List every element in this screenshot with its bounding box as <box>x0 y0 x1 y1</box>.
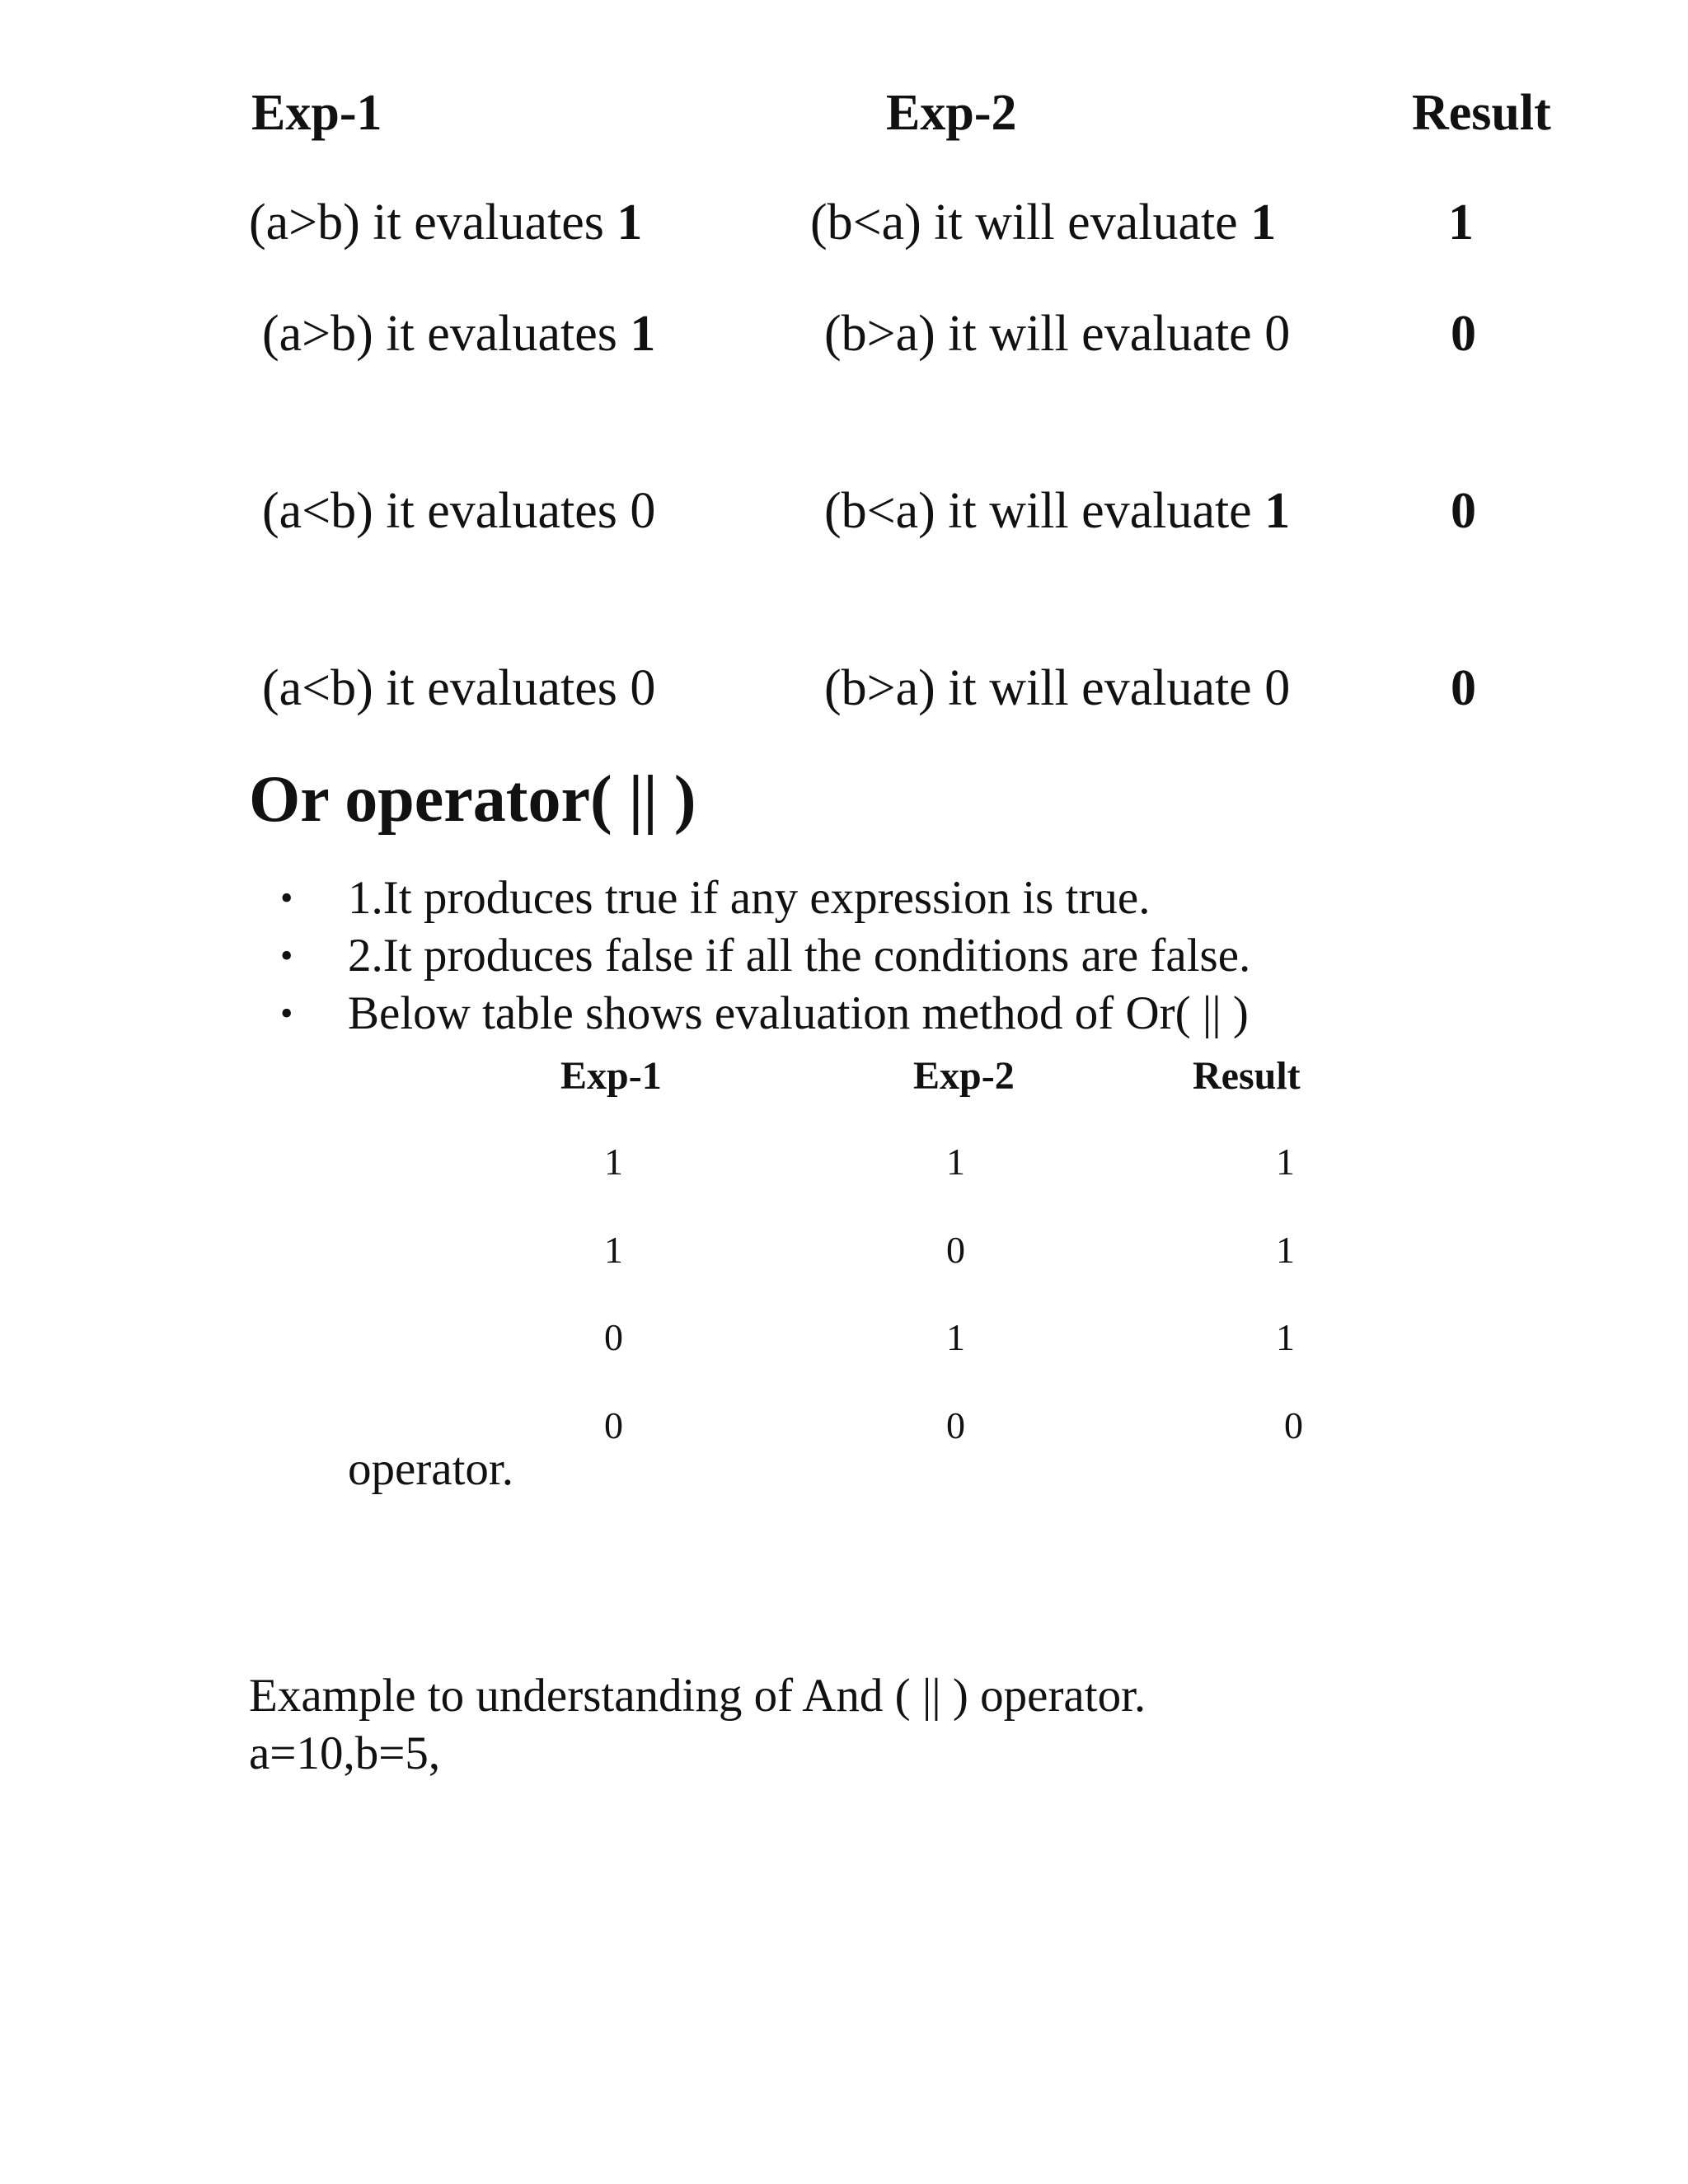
and-header-exp1: Exp-1 <box>251 85 382 141</box>
bullet-item: • 2.It produces false if all the conditions are false. <box>280 927 1250 985</box>
and-row-1-result: 1 <box>1448 194 1474 251</box>
and-row-2-exp2: (b>a) it will evaluate 0 <box>824 306 1291 362</box>
or-row-3-exp1: 0 <box>604 1316 623 1358</box>
and-row-4-result: 0 <box>1451 660 1476 716</box>
or-header-exp2: Exp-2 <box>913 1054 1015 1098</box>
and-row-3-exp1: (a<b) it evaluates 0 <box>262 483 656 539</box>
or-row-3-exp2: 1 <box>946 1316 965 1358</box>
or-row-2-result: 1 <box>1276 1229 1295 1271</box>
and-row-1-exp1: (a>b) it evaluates 1 <box>249 194 643 251</box>
or-row-4-exp2: 0 <box>946 1404 965 1446</box>
and-row-1-exp2: (b<a) it will evaluate 1 <box>810 194 1277 251</box>
or-row-1-exp1: 1 <box>604 1141 623 1183</box>
and-row-4-exp2: (b>a) it will evaluate 0 <box>824 660 1291 716</box>
and-row-3-result: 0 <box>1451 483 1476 539</box>
or-operator-heading: Or operator( || ) <box>249 763 696 836</box>
or-row-4-result: 0 <box>1284 1404 1303 1446</box>
or-row-2-exp2: 0 <box>946 1229 965 1271</box>
and-header-result: Result <box>1412 85 1551 141</box>
or-row-3-result: 1 <box>1276 1316 1295 1358</box>
and-row-2-exp1: (a>b) it evaluates 1 <box>262 306 656 362</box>
example-line-1: Example to understanding of And ( || ) operator. <box>249 1670 1146 1722</box>
or-header-result: Result <box>1193 1054 1301 1098</box>
or-header-exp1: Exp-1 <box>560 1054 662 1098</box>
bullet-item: • Below table shows evaluation method of Or( || ) <box>280 985 1250 1043</box>
example-line-2: a=10,b=5, <box>249 1727 441 1779</box>
and-row-2-result: 0 <box>1451 306 1476 362</box>
and-row-4-exp1: (a<b) it evaluates 0 <box>262 660 656 716</box>
or-operator-bullet-list <box>280 869 1250 1043</box>
and-row-3-exp2: (b<a) it will evaluate 1 <box>824 483 1291 539</box>
bullet-continuation-text: operator. <box>348 1443 514 1495</box>
or-row-4-exp1: 0 <box>604 1404 623 1446</box>
or-row-1-result: 1 <box>1276 1141 1295 1183</box>
or-row-1-exp2: 1 <box>946 1141 965 1183</box>
bullet-item: • 1.It produces true if any expression is true. <box>280 869 1250 927</box>
and-header-exp2: Exp-2 <box>886 85 1017 141</box>
or-row-2-exp1: 1 <box>604 1229 623 1271</box>
